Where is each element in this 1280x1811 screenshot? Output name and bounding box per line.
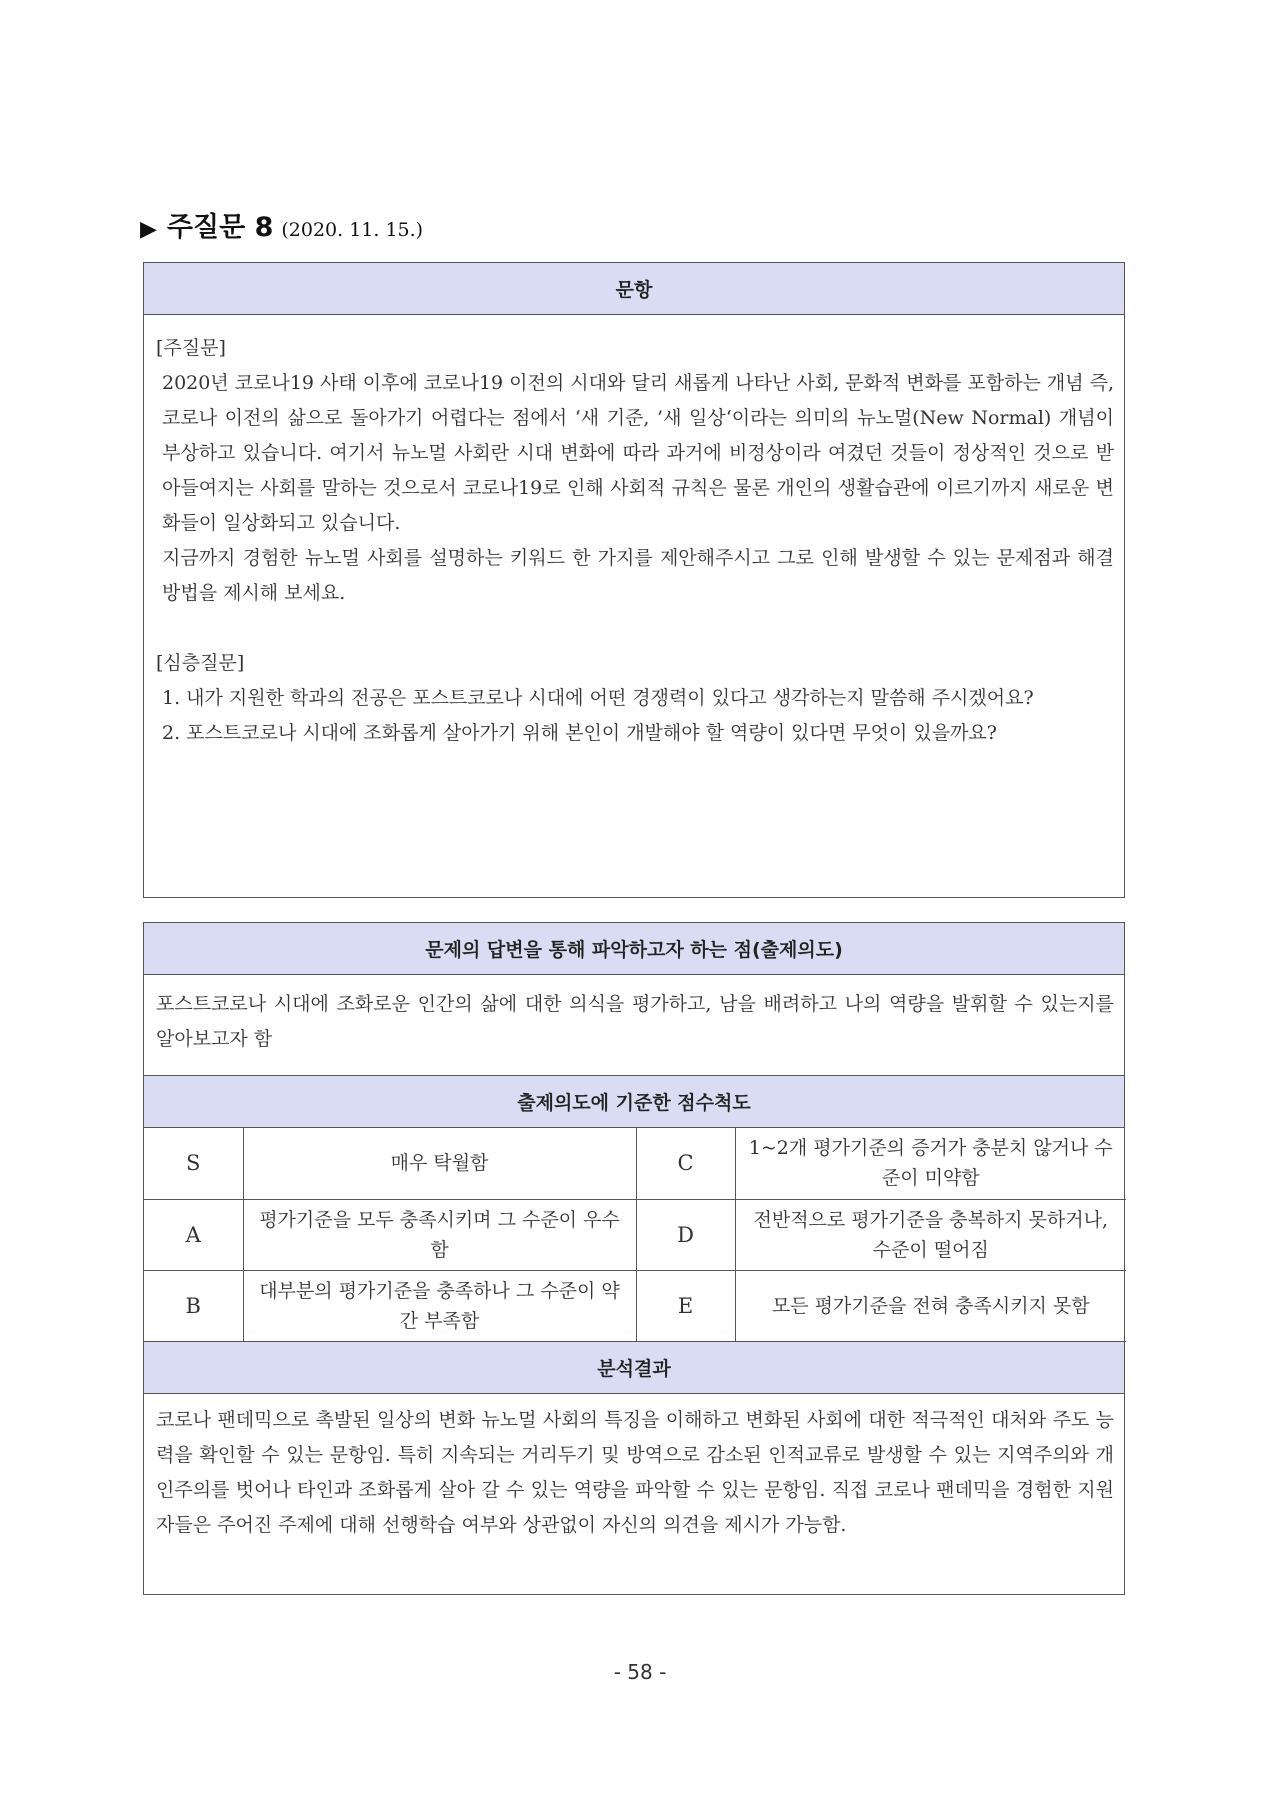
grade-description: 대부분의 평가기준을 충족하나 그 수준이 약간 부족함 <box>243 1270 636 1341</box>
grade-cell: E <box>636 1270 735 1341</box>
grade-cell: S <box>144 1128 243 1199</box>
grade-description: 모든 평가기준을 전혀 충족시키지 못함 <box>735 1270 1126 1341</box>
deep-question-2: 2. 포스트코로나 시대에 조화롭게 살아가기 위해 본인이 개발해야 할 역량이 있다면 무엇이 있을까요? <box>162 722 997 744</box>
score-scale-table <box>144 1128 1126 1342</box>
section-date: (2020. 11. 15.) <box>281 219 424 241</box>
table-row <box>144 1128 1126 1199</box>
question-box <box>143 262 1125 898</box>
grade-description: 전반적으로 평가기준을 충복하지 못하거나, 수준이 떨어짐 <box>735 1199 1126 1270</box>
table-row <box>144 1199 1126 1270</box>
deep-question-1: 1. 내가 지원한 학과의 전공은 포스트코로나 시대에 어떤 경쟁력이 있다고 생각하는지 말씀해 주시겠어요? <box>162 687 1034 709</box>
table-row <box>144 1270 1126 1341</box>
section-title: 주질문 8 <box>166 212 274 243</box>
grade-description: 매우 탁월함 <box>243 1128 636 1199</box>
grade-description: 평가기준을 모두 충족시키며 그 수준이 우수함 <box>243 1199 636 1270</box>
score-scale-header: 출제의도에 기준한 점수척도 <box>144 1076 1124 1128</box>
grade-description: 1~2개 평가기준의 증거가 충분치 않거나 수준이 미약함 <box>735 1128 1126 1199</box>
triangle-bullet-icon: ▶ <box>140 217 157 242</box>
main-question-label: [주질문] <box>156 337 226 359</box>
grade-cell: D <box>636 1199 735 1270</box>
question-header: 문항 <box>144 263 1124 315</box>
section-heading <box>140 208 423 250</box>
question-body <box>144 315 1124 751</box>
intent-text: 포스트코로나 시대에 조화로운 인간의 삶에 대한 의식을 평가하고, 남을 배려하고 나의 역량을 발휘할 수 있는지를 알아보고자 함 <box>156 993 1114 1050</box>
intent-section <box>144 975 1124 1076</box>
analysis-text: 코로나 팬데믹으로 촉발된 일상의 변화 뉴노멀 사회의 특징을 이해하고 변화된 사회에 대한 적극적인 대처와 주도 능력을 확인할 수 있는 문항임. 특히 지속되는 거리두기 및 방역으로 감소된 인적교류로 발생할 수 있는 지역주의와 개인주의를 벗어나 타인과 조화롭게 살아 갈 수 있는 역량을 파악할 수 있는 문항임. 직접 코로나 팬데믹을 경험한 지원자들은 주어진 주제에 대해 선행학습 여부와 상관없이 자신의 의견을 제시가 가능함. <box>156 1408 1114 1536</box>
intent-box <box>143 922 1125 1595</box>
page-number: - 58 - <box>613 1660 667 1684</box>
grade-cell: B <box>144 1270 243 1341</box>
intent-header: 문제의 답변을 통해 파악하고자 하는 점(출제의도) <box>144 923 1124 975</box>
main-question-paragraph-1: 2020년 코로나19 사태 이후에 코로나19 이전의 시대와 달리 새롭게 나타난 사회, 문화적 변화를 포함하는 개념 즉, 코로나 이전의 삶으로 돌아가기 어렵다는 점에서 ‘새 기준, ’새 일상‘이라는 의미의 뉴노멀(New Normal) 개념이 부상하고 있습니다. 여기서 뉴노멀 사회란 시대 변화에 따라 과거에 비정상이라 여겼던 것들이 정상적인 것으로 받아들여지는 사회를 말하는 것으로서 코로나19로 인해 사회적 규칙은 물론 개인의 생활습관에 이르기까지 새로운 변화들이 일상화되고 있습니다. <box>162 372 1114 534</box>
analysis-header: 분석결과 <box>144 1342 1124 1394</box>
deep-question-label: [심층질문] <box>156 652 245 674</box>
grade-cell: C <box>636 1128 735 1199</box>
main-question-paragraph-2: 지금까지 경험한 뉴노멀 사회를 설명하는 키워드 한 가지를 제안해주시고 그로 인해 발생할 수 있는 문제점과 해결방법을 제시해 보세요. <box>162 547 1114 604</box>
grade-cell: A <box>144 1199 243 1270</box>
analysis-section <box>144 1394 1124 1543</box>
